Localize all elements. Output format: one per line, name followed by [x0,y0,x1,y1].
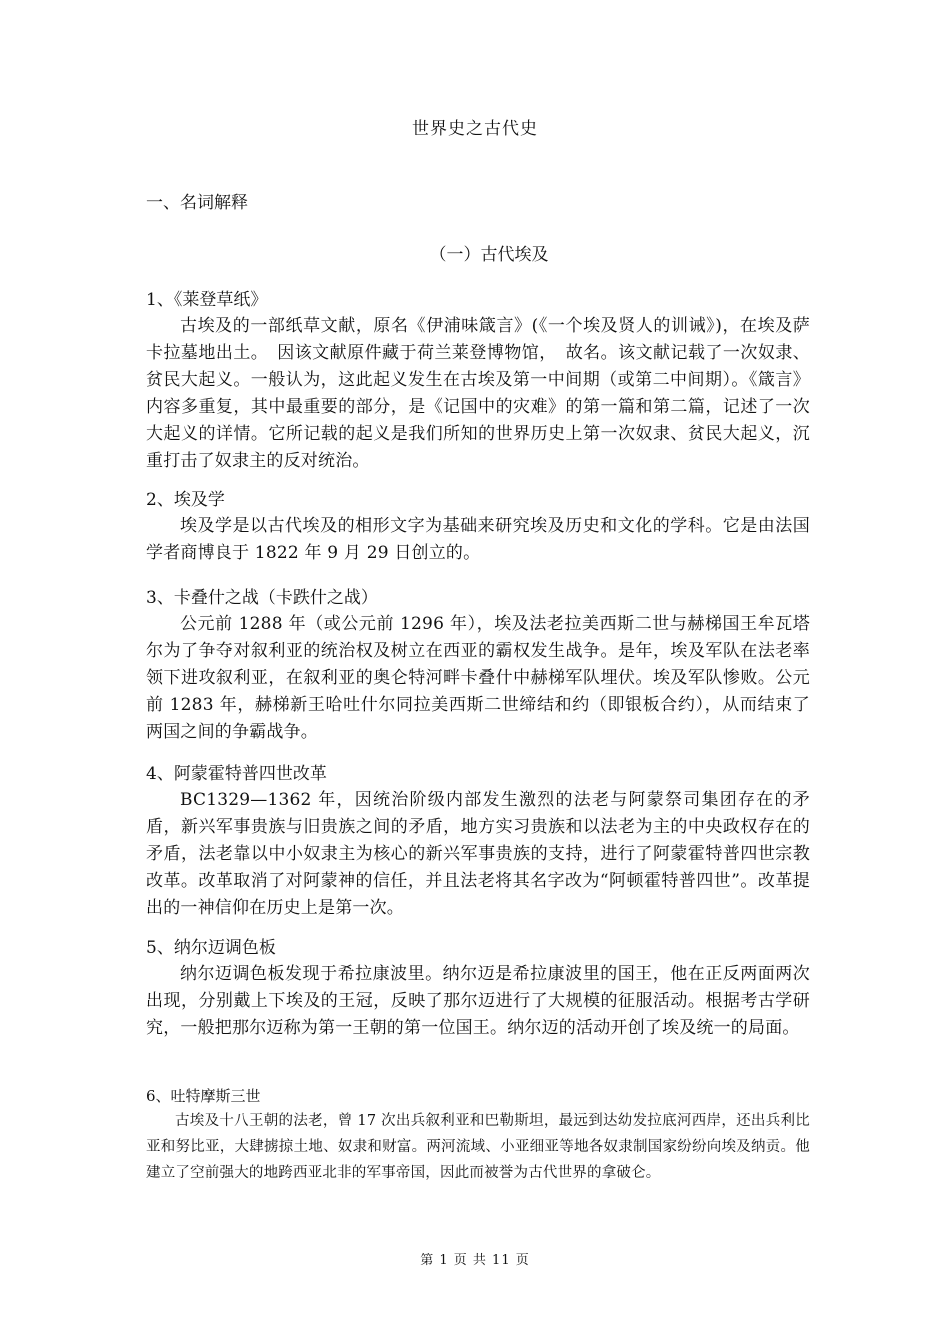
document-title: 世界史之古代史 [412,119,538,139]
sub-heading: （一）古代埃及 [429,245,549,265]
entry-narmer-palette [146,935,810,1042]
entry-body: 埃及学是以古代埃及的相形文字为基础来研究埃及历史和文化的学科。它是由法国学者商博良于 1822 年 9 月 29 日创立的。 [146,516,810,563]
entry-battle-of-kadesh [146,585,810,746]
entry-thutmose-iii [146,1084,810,1186]
entry-title: 3、卡叠什之战（卡跌什之战） [146,588,378,608]
entry-body: 古埃及十八王朝的法老，曾 17 次出兵叙利亚和巴勒斯坦，最远到达幼发拉底河西岸，还出兵利比亚和努比亚，大肆掳掠土地、奴隶和财富。两河流域、小亚细亚等地各奴隶制国家纷纷向埃及纳贡。他建立了空前强大的地跨西亚北非的军事帝国，因此而被誉为古代世界的拿破仑。 [146,1113,810,1181]
entry-title: 5、纳尔迈调色板 [146,938,276,958]
entry-body: 公元前 1288 年（或公元前 1296 年），埃及法老拉美西斯二世与赫梯国王牟瓦塔尔为了争夺对叙利亚的统治权及树立在西亚的霸权发生战争。是年，埃及军队在法老率领下进攻叙利亚，在叙利亚的奥仑特河畔卡叠什中赫梯军队埋伏。埃及军队惨败。公元前 1283 年，赫梯新王哈吐什尔同拉美西斯二世缔结和约（即银板合约），从而结束了两国之间的争霸战争。 [146,614,810,742]
entry-laiden-papyrus [146,287,810,475]
entry-body: 古埃及的一部纸草文献，原名《伊浦味箴言》(《一个埃及贤人的训诫》)，在埃及萨卡拉墓地出土。 因该文献原件藏于荷兰莱登博物馆， 故名。该文献记载了一次奴隶、贫民大起义。一般认为，这此起义发生在古埃及第一中间期（或第二中间期）。《箴言》内容多重复，其中最重要的部分，是《记国中的灾难》的第一篇和第二篇，记述了一次大起义的详情。它所记载的起义是我们所知的世界历史上第一次奴隶、贫民大起义，沉重打击了奴隶主的反对统治。 [146,316,810,471]
entry-amenhotep-iv-reform [146,761,810,922]
entry-title: 6、吐特摩斯三世 [146,1087,261,1105]
entry-egyptology [146,487,810,567]
entry-body: BC1329—1362 年，因统治阶级内部发生激烈的法老与阿蒙祭司集团存在的矛盾，新兴军事贵族与旧贵族之间的矛盾，地方实习贵族和以法老为主的中央政权存在的矛盾，法老靠以中小奴隶主为核心的新兴军事贵族的支持，进行了阿蒙霍特普四世宗教改革。改革取消了对阿蒙神的信任，并且法老将其名字改为“阿顿霍特普四世”。改革提出的一神信仰在历史上是第一次。 [146,790,810,918]
entry-title: 2、埃及学 [146,490,225,510]
section-heading: 一、名词解释 [146,193,248,213]
entry-title: 4、阿蒙霍特普四世改革 [146,764,327,784]
entry-title: 1、《莱登草纸》 [146,290,268,310]
entry-body: 纳尔迈调色板发现于希拉康波里。纳尔迈是希拉康波里的国王，他在正反两面两次出现，分别戴上下埃及的王冠，反映了那尔迈进行了大规模的征服活动。根据考古学研究，一般把那尔迈称为第一王朝的第一位国王。纳尔迈的活动开创了埃及统一的局面。 [146,964,810,1038]
page-footer: 第 1 页 共 11 页 [420,1253,530,1268]
